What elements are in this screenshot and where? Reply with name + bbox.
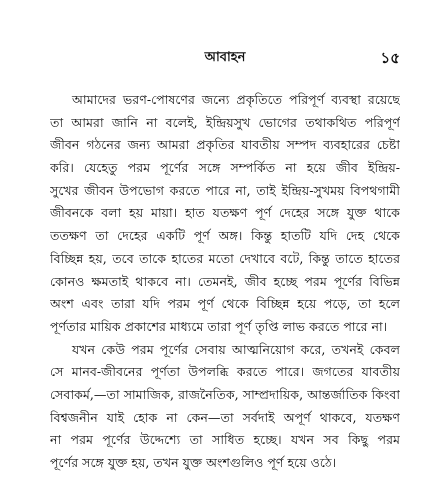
text-line: সে মানব-জীবনের পূর্ণতা উপলব্ধি করতে পারে। জগতের যাবতীয়	[50, 364, 400, 380]
text-line: যখন কেউ পরম পূর্ণের সেবায় আত্মনিয়োগ করে, তখনই কেবল	[72, 341, 400, 357]
text-line: সুখের জীবন উপভোগ করতে পারে না, তাই ইন্দ্রিয়-সুখময় বিপথগামী	[50, 182, 400, 198]
text-line: বিশ্বজনীন যাই হোক না কেন—তা সর্বদাই অপূর্ণ থাকবে, যতক্ষণ	[50, 409, 400, 425]
text-line: ততক্ষণ তা দেহের একটি পূর্ণ অঙ্গ। কিন্তু হাতটি যদি দেহ থেকে	[50, 228, 400, 244]
text-line: কোনও ক্ষমতাই থাকবে না। তেমনই, জীব হচ্ছে পরম পূর্ণের বিভিন্ন	[50, 273, 400, 289]
text-line: সেবাকর্ম,—তা সামাজিক, রাজনৈতিক, সাম্প্রদায়িক, আন্তর্জাতিক কিংবা	[50, 386, 400, 402]
body-text	[50, 89, 400, 475]
text-line: তা আমরা জানি না বলেই, ইন্দ্রিয়সুখ ভোগের তথাকথিত পরিপূর্ণ	[50, 114, 400, 130]
text-line: জীবন গঠনের জন্য আমরা প্রকৃতির যাবতীয় সম্পদ ব্যবহারের চেষ্টা	[50, 137, 400, 153]
text-line: পূর্ণের সঙ্গে যুক্ত হয়, তখন যুক্ত অংশগুলিও পূর্ণ হয়ে ওঠে।	[50, 455, 337, 470]
text-line: অংশ এবং তারা যদি পরম পূর্ণ থেকে বিচ্ছিন্ন হয়ে পড়ে, তা হলে	[50, 296, 400, 312]
chapter-title: আবাহন	[204, 50, 246, 65]
text-line: করি। যেহেতু পরম পূর্ণের সঙ্গে সম্পর্কিত না হয়ে জীব ইন্দ্রিয়-	[50, 160, 400, 176]
text-line: আমাদের ভরণ-পোষণের জন্যে প্রকৃতিতে পরিপূর্ণ ব্যবস্থা রয়েছে	[72, 92, 400, 107]
text-line: না পরম পূর্ণের উদ্দেশ্যে তা সাধিত হচ্ছে। যখন সব কিছু পরম	[50, 432, 400, 448]
text-line: পূর্ণতার মায়িক প্রকাশের মাধ্যমে তারা পূর্ণ তৃপ্তি লাভ করতে পারে না।	[50, 318, 388, 334]
text-line: বিচ্ছিন্ন হয়, তবে তাকে হাতের মতো দেখাবে বটে, কিন্তু তাতে হাতের	[50, 250, 400, 266]
running-head	[50, 48, 400, 70]
text-line: জীবনকে বলা হয় মায়া। হাত যতক্ষণ পূর্ণ দেহের সঙ্গে যুক্ত থাকে	[50, 205, 400, 221]
page-number: ১৫	[380, 49, 400, 67]
